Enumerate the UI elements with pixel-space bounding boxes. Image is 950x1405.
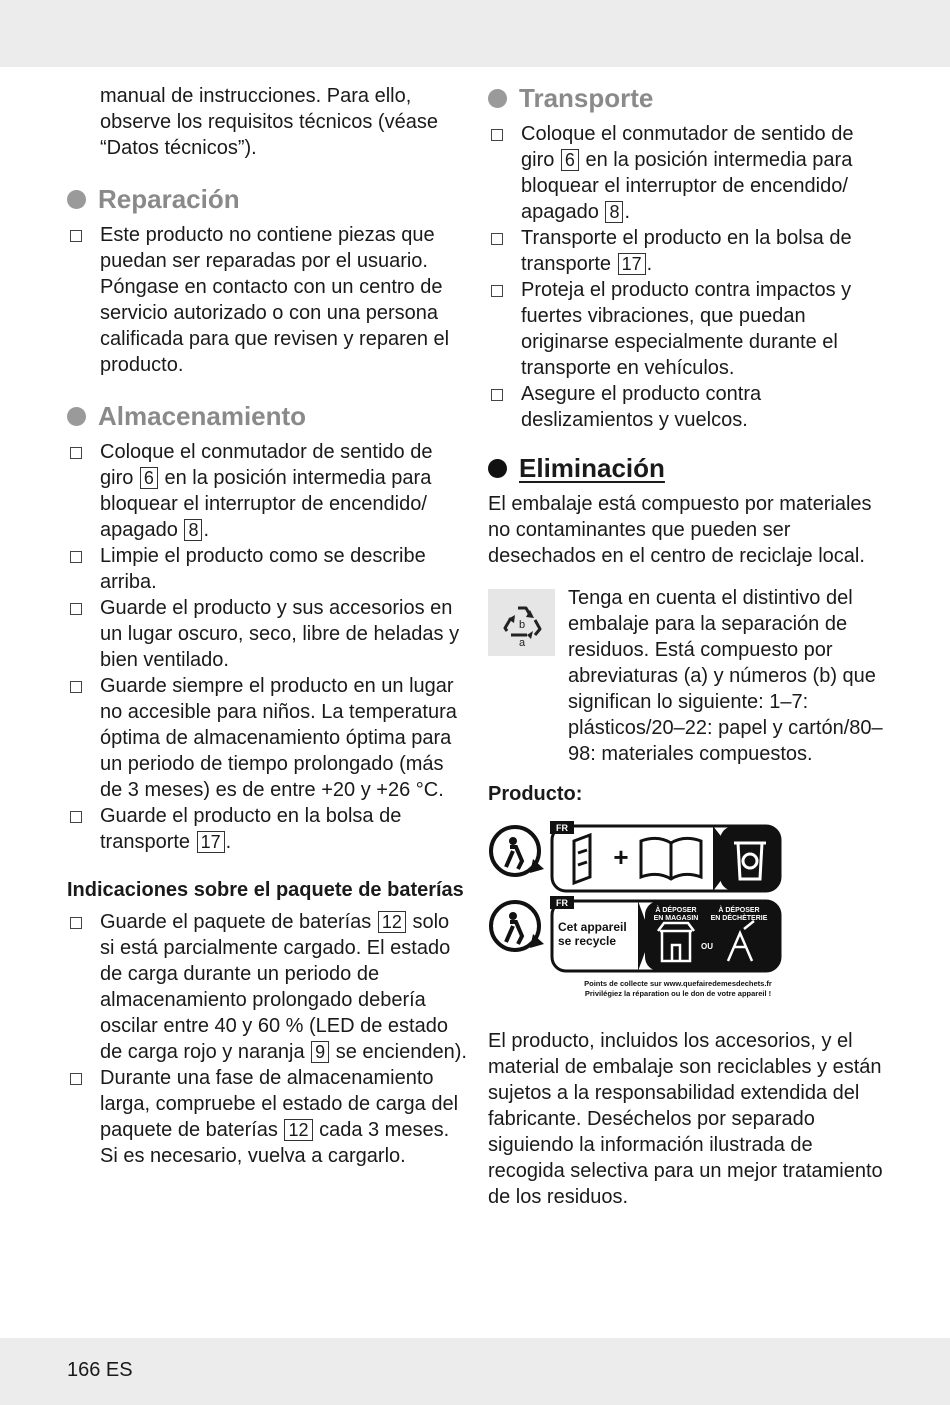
transporte-title: Transporte	[519, 83, 654, 113]
transporte-heading	[488, 83, 888, 113]
triman-points: Points de collecte sur www.quefairedemesdechets.fr	[584, 979, 772, 988]
eliminacion-outro: El producto, incluidos los accesorios, y el material de embalaje son reciclables y están sujetos a la responsabilidad extendida del fabricante. Deséchelos por separado siguiendo la información ilustrada de recogida selectiva para un mejor tratamiento de los residuos.	[488, 1030, 883, 1208]
eliminacion-intro: El embalaje está compuesto por materiales no contaminantes que pueden ser desechados en el centro de reciclaje local.	[488, 493, 872, 567]
eliminacion-heading	[488, 453, 888, 483]
checkbox-square-icon	[70, 447, 82, 459]
triman-fr-tag: FR	[556, 823, 568, 833]
top-band	[0, 0, 950, 67]
list-item: Guarde el paquete de baterías 12 solo si está parcialmente cargado. El estado de carga durante un periodo de almacenamiento prolongado debería oscilar entre 40 y 60 % (LED de estado de carga rojo y naranja 9 se encienden).	[67, 909, 467, 1065]
bottom-band	[0, 1338, 950, 1405]
baterias-list	[67, 909, 467, 1169]
recycle-text: Tenga en cuenta el distintivo del embalaje para la separación de residuos. Está compuesto por abreviaturas (a) y números (b) que significan lo siguiente: 1–7: plásticos/20–22: papel y cartón/80–98: materiales compuestos.	[568, 587, 883, 765]
producto-label: Producto:	[488, 783, 583, 805]
recycle-code-a: a	[518, 636, 525, 648]
triman-logo	[488, 821, 783, 1011]
triman-fr-tag-2: FR	[556, 898, 568, 908]
eliminacion-title: Eliminación	[519, 453, 665, 483]
triman-se-recycle: se recycle	[558, 934, 617, 948]
part-reference: 8	[184, 519, 202, 541]
page-number: 166 ES	[67, 1359, 133, 1381]
triman-privilegiez: Privilégiez la réparation ou le don de votre appareil !	[584, 989, 772, 998]
checkbox-square-icon	[70, 603, 82, 615]
checkbox-square-icon	[70, 917, 82, 929]
checkbox-square-icon	[491, 233, 503, 245]
left-column	[67, 83, 467, 1169]
list-item: Guarde siempre el producto en un lugar no accesible para niños. La temperatura óptima de almacenamiento óptima para un periodo de tiempo prolongado (más de 3 meses) es de entre +20 y +26 °C.	[67, 673, 467, 803]
bullet-dot-icon	[488, 89, 507, 108]
list-item: Coloque el conmutador de sentido de giro 6 en la posición intermedia para bloquear el interruptor de encendido/ apagado 8 .	[488, 121, 888, 225]
transporte-list	[488, 121, 888, 433]
part-reference: 9	[311, 1041, 329, 1063]
part-reference: 12	[284, 1119, 312, 1141]
almacenamiento-heading	[67, 401, 467, 431]
checkbox-square-icon	[491, 389, 503, 401]
reparacion-list	[67, 222, 467, 378]
list-item: Asegure el producto contra deslizamientos y vuelcos.	[488, 381, 888, 433]
list-item: Durante una fase de almacenamiento larga, compruebe el estado de carga del paquete de baterías 12 cada 3 meses. Si es necesario, vuelva a cargarlo.	[67, 1065, 467, 1169]
list-item: Proteja el producto contra impactos y fuertes vibraciones, que puedan originarse especialmente durante el transporte en vehículos.	[488, 277, 888, 381]
recycle-code-b: b	[518, 618, 525, 631]
triman-cet-appareil: Cet appareil	[558, 920, 627, 934]
triman-figure-icon	[491, 827, 544, 875]
checkbox-square-icon	[70, 681, 82, 693]
intro-paragraph: manual de instrucciones. Para ello, observe los requisitos técnicos (véase “Datos técnicos”).	[100, 85, 438, 159]
right-column	[488, 83, 888, 1210]
recycle-icon	[488, 589, 555, 656]
list-item: Transporte el producto en la bolsa de transporte 17 .	[488, 225, 888, 277]
checkbox-square-icon	[491, 129, 503, 141]
checkbox-square-icon	[70, 551, 82, 563]
almacenamiento-title: Almacenamiento	[98, 401, 307, 431]
list-item: Guarde el producto en la bolsa de transporte 17 .	[67, 803, 467, 855]
recycle-notice	[488, 585, 888, 767]
reparacion-title: Reparación	[98, 184, 240, 214]
svg-text:À DÉPOSER: À DÉPOSER	[655, 907, 697, 914]
part-reference: 6	[561, 149, 579, 171]
list-item: Limpie el producto como se describe arriba.	[67, 543, 467, 595]
checkbox-square-icon	[70, 230, 82, 242]
bullet-dot-icon	[67, 190, 86, 209]
svg-text:EN MAGASIN: EN MAGASIN	[653, 915, 699, 922]
almacenamiento-list	[67, 439, 467, 855]
part-reference: 8	[605, 201, 623, 223]
checkbox-square-icon	[70, 811, 82, 823]
triman-ou: OU	[701, 942, 713, 951]
triman-figure-icon	[491, 902, 544, 950]
svg-text:À DÉPOSER: À DÉPOSER	[718, 907, 760, 914]
reparacion-heading	[67, 184, 467, 214]
checkbox-square-icon	[70, 1073, 82, 1085]
list-item: Guarde el producto y sus accesorios en un lugar oscuro, seco, libre de heladas y bien ventilado.	[67, 595, 467, 673]
part-reference: 17	[197, 831, 225, 853]
bullet-dot-icon	[67, 407, 86, 426]
list-item: Coloque el conmutador de sentido de giro 6 en la posición intermedia para bloquear el interruptor de encendido/ apagado 8 .	[67, 439, 467, 543]
svg-text:EN DÉCHÈTERIE: EN DÉCHÈTERIE	[710, 915, 768, 922]
part-reference: 12	[378, 911, 406, 933]
list-item: Este producto no contiene piezas que puedan ser reparadas por el usuario. Póngase en contacto con un centro de servicio autorizado o con una persona calificada para que revisen y reparen el producto.	[67, 222, 467, 378]
bullet-dot-icon	[488, 459, 507, 478]
part-reference: 6	[140, 467, 158, 489]
checkbox-square-icon	[491, 285, 503, 297]
part-reference: 17	[618, 253, 646, 275]
baterias-subheading: Indicaciones sobre el paquete de baterías	[67, 879, 464, 901]
svg-text:+: +	[613, 842, 629, 872]
